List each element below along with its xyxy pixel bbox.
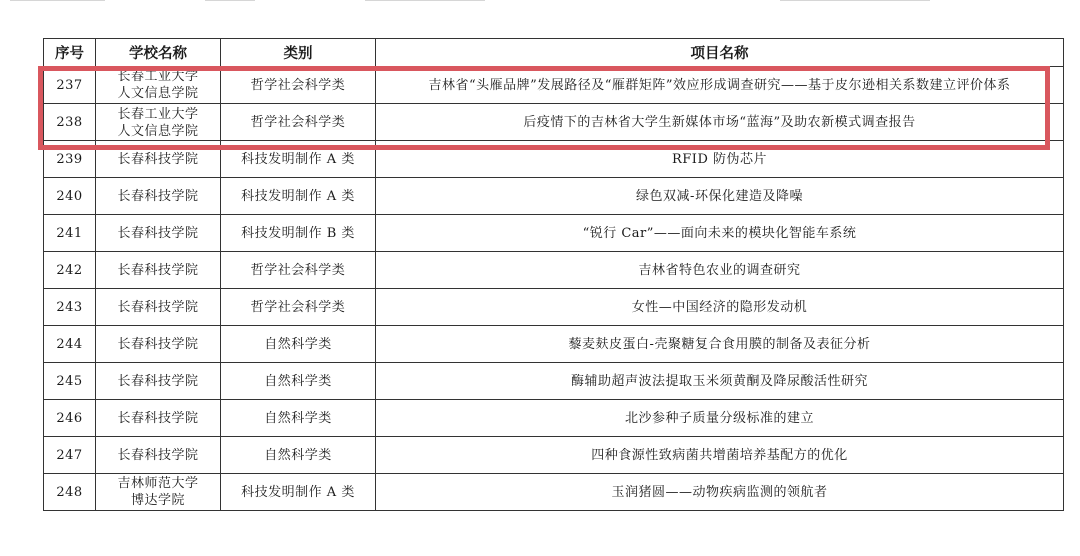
category-cell: 自然科学类 — [221, 437, 376, 474]
category-cell: 哲学社会科学类 — [221, 67, 376, 104]
table-header-row — [44, 39, 1064, 67]
seq-cell: 238 — [44, 104, 96, 141]
table-row — [44, 215, 1064, 252]
school-name-line: 吉林师范大学 — [117, 476, 199, 491]
seq-cell: 247 — [44, 437, 96, 474]
school-cell: 长春科技学院 — [96, 437, 221, 474]
school-name-line: 人文信息学院 — [117, 86, 199, 101]
seq-cell: 240 — [44, 178, 96, 215]
table-row — [44, 67, 1064, 104]
school-cell: 长春科技学院 — [96, 400, 221, 437]
project-cell: 酶辅助超声波法提取玉米须黄酮及降尿酸活性研究 — [376, 363, 1064, 400]
school-name-line: 人文信息学院 — [117, 124, 199, 139]
school-cell: 长春科技学院 — [96, 252, 221, 289]
school-cell: 长春科技学院 — [96, 141, 221, 178]
school-name-line: 长春工业大学 — [117, 69, 199, 84]
school-name-line: 长春工业大学 — [117, 107, 199, 122]
project-cell: “锐行 Car”——面向未来的模块化智能车系统 — [376, 215, 1064, 252]
header-seq: 序号 — [44, 39, 96, 67]
header-category: 类别 — [221, 39, 376, 67]
project-cell: 藜麦麸皮蛋白-壳聚糖复合食用膜的制备及表征分析 — [376, 326, 1064, 363]
seq-cell: 244 — [44, 326, 96, 363]
seq-cell: 241 — [44, 215, 96, 252]
project-cell: 四种食源性致病菌共增菌培养基配方的优化 — [376, 437, 1064, 474]
project-cell: 女性—中国经济的隐形发动机 — [376, 289, 1064, 326]
header-project: 项目名称 — [376, 39, 1064, 67]
category-cell: 自然科学类 — [221, 363, 376, 400]
table-row — [44, 363, 1064, 400]
category-cell: 科技发明制作 A 类 — [221, 474, 376, 511]
table-row — [44, 400, 1064, 437]
school-cell: 长春科技学院 — [96, 289, 221, 326]
school-name-line: 博达学院 — [130, 493, 185, 508]
category-cell: 自然科学类 — [221, 400, 376, 437]
category-cell: 科技发明制作 A 类 — [221, 141, 376, 178]
school-cell: 长春科技学院 — [96, 215, 221, 252]
project-cell: 后疫情下的吉林省大学生新媒体市场“蓝海”及助农新模式调查报告 — [376, 104, 1064, 141]
table-row — [44, 252, 1064, 289]
table-row — [44, 178, 1064, 215]
school-cell — [96, 474, 221, 511]
project-cell: 吉林省“头雁品牌”发展路径及“雁群矩阵”效应形成调查研究——基于皮尔逊相关系数建立评价体系 — [376, 67, 1064, 104]
table-row — [44, 289, 1064, 326]
school-cell — [96, 67, 221, 104]
school-cell: 长春科技学院 — [96, 363, 221, 400]
table-row — [44, 474, 1064, 511]
seq-cell: 246 — [44, 400, 96, 437]
category-cell: 科技发明制作 B 类 — [221, 215, 376, 252]
project-cell: 北沙参种子质量分级标准的建立 — [376, 400, 1064, 437]
project-cell: 玉润猪圆——动物疾病监测的领航者 — [376, 474, 1064, 511]
school-cell: 长春科技学院 — [96, 326, 221, 363]
category-cell: 哲学社会科学类 — [221, 252, 376, 289]
seq-cell: 243 — [44, 289, 96, 326]
seq-cell: 248 — [44, 474, 96, 511]
project-cell: 吉林省特色农业的调查研究 — [376, 252, 1064, 289]
table-row — [44, 437, 1064, 474]
seq-cell: 239 — [44, 141, 96, 178]
category-cell: 科技发明制作 A 类 — [221, 178, 376, 215]
previous-page-edge — [0, 0, 1080, 8]
category-cell: 哲学社会科学类 — [221, 289, 376, 326]
seq-cell: 237 — [44, 67, 96, 104]
category-cell: 哲学社会科学类 — [221, 104, 376, 141]
seq-cell: 245 — [44, 363, 96, 400]
header-school: 学校名称 — [96, 39, 221, 67]
school-cell — [96, 104, 221, 141]
school-cell: 长春科技学院 — [96, 178, 221, 215]
project-cell: RFID 防伪芯片 — [376, 141, 1064, 178]
project-table — [43, 38, 1064, 511]
category-cell: 自然科学类 — [221, 326, 376, 363]
project-cell: 绿色双减-环保化建造及降噪 — [376, 178, 1064, 215]
table-row — [44, 104, 1064, 141]
seq-cell: 242 — [44, 252, 96, 289]
table-row — [44, 326, 1064, 363]
table-row — [44, 141, 1064, 178]
